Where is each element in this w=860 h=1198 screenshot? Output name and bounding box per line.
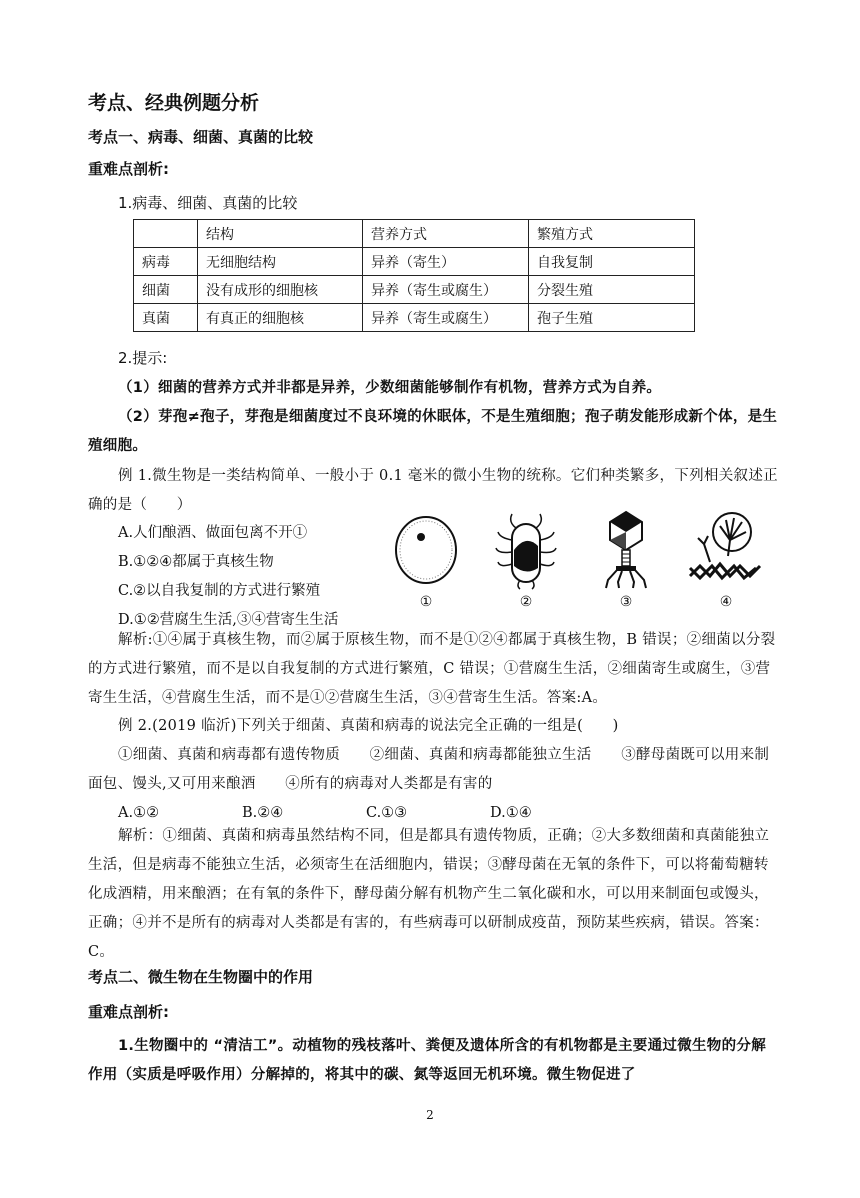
yeast-cell-icon	[386, 510, 466, 590]
tip-2: （2）芽孢≠孢子，芽孢是细菌度过不良环境的休眠体，不是生殖细胞；孢子萌发能形成新个体，是生殖细胞。	[88, 409, 778, 454]
example1-option-c: C.②以自我复制的方式进行繁殖	[118, 583, 321, 599]
figure-label: ④	[719, 594, 733, 610]
table-cell: 真菌	[134, 304, 198, 332]
mold-figure	[686, 510, 766, 610]
figure-label: ①	[419, 594, 433, 610]
table-cell: 繁殖方式	[529, 220, 695, 248]
table-cell: 分裂生殖	[529, 276, 695, 304]
table-header-row	[134, 220, 695, 248]
example2-question: 例 2.(2019 临沂)下列关于细菌、真菌和病毒的说法完全正确的一组是( )	[118, 718, 619, 734]
table-cell: 病毒	[134, 248, 198, 276]
table-cell: 没有成形的细胞核	[198, 276, 363, 304]
table-row	[134, 276, 695, 304]
table-row	[134, 248, 695, 276]
table-cell: 有真正的细胞核	[198, 304, 363, 332]
example1-option-b: B.①②④都属于真核生物	[118, 554, 274, 570]
phage-figure	[586, 510, 666, 610]
table-cell	[134, 220, 198, 248]
tip-1: （1）细菌的营养方式并非都是异养，少数细菌能够制作有机物，营养方式为自养。	[118, 380, 662, 396]
table-cell: 孢子生殖	[529, 304, 695, 332]
page-number: 2	[426, 1108, 434, 1122]
example2-choice-d: D.①④	[490, 805, 532, 821]
table-cell: 自我复制	[529, 248, 695, 276]
point2-analysis-label: 重难点剖析:	[88, 1003, 169, 1021]
point1-item1-title: 1.病毒、细菌、真菌的比较	[118, 194, 298, 212]
point1-title: 考点一、病毒、细菌、真菌的比较	[88, 128, 314, 146]
phage-virus-icon	[586, 510, 666, 590]
table-cell: 结构	[198, 220, 363, 248]
table-row	[134, 304, 695, 332]
section-title: 考点、经典例题分析	[88, 92, 260, 114]
example2-statements: ①细菌、真菌和病毒都有遗传物质 ②细菌、真菌和病毒都能独立生活 ③酵母菌既可以用来制面包、馒头,又可用来酿酒 ④所有的病毒对人类都是有害的	[88, 747, 770, 792]
microorganism-figures	[386, 510, 776, 610]
table-cell: 细菌	[134, 276, 198, 304]
bacterium-icon	[486, 510, 566, 590]
example2-choice-b: B.②④	[242, 805, 284, 821]
figure-label: ③	[619, 594, 633, 610]
table-cell: 异养（寄生或腐生）	[363, 276, 529, 304]
yeast-figure	[386, 510, 466, 610]
figure-label: ②	[519, 594, 533, 610]
example2-analysis: 解析：①细菌、真菌和病毒虽然结构不同，但是都具有遗传物质，正确；②大多数细菌和真菌能独立生活，但是病毒不能独立生活，必须寄生在活细胞内，错误；③酵母菌在无氧的条件下，可以将葡萄糖转化成酒精，用来酿酒；在有氧的条件下，酵母菌分解有机物产生二氧化碳和水，可以用来制面包或馒头，正确；④并不是所有的病毒对人类都是有害的，有些病毒可以研制成疫苗，预防某些疾病，错误。答案：C。	[88, 828, 770, 960]
example2-choice-c: C.①③	[366, 805, 408, 821]
table-cell: 异养（寄生或腐生）	[363, 304, 529, 332]
example1-question: 例 1.微生物是一类结构简单、一般小于 0.1 毫米的微小生物的统称。它们种类繁多，下列相关叙述正确的是（ ）	[88, 468, 778, 513]
bacterium-figure	[486, 510, 566, 610]
point1-analysis-label: 重难点剖析:	[88, 160, 169, 178]
table-cell: 营养方式	[363, 220, 529, 248]
example1-option-d: D.①②营腐生生活,③④营寄生生活	[118, 612, 339, 628]
point1-item2-title: 2.提示:	[118, 349, 168, 367]
point2-item1: 1.生物圈中的 “清洁工”。动植物的残枝落叶、粪便及遗体所含的有机物都是主要通过微生物的分解作用（实质是呼吸作用）分解掉的，将其中的碳、氮等返回无机环境。微生物促进了	[88, 1038, 767, 1083]
comparison-table	[133, 219, 695, 332]
example1-analysis: 解析:①④属于真核生物，而②属于原核生物，而不是①②④都属于真核生物，B 错误；②细菌以分裂的方式进行繁殖，而不是以自我复制的方式进行繁殖，C 错误；①营腐生生活，②细菌寄生或腐生，③营寄生生活，④营腐生生活，而不是①②营腐生生活，③④营寄生生活。答案:A。	[88, 632, 776, 706]
table-cell: 无细胞结构	[198, 248, 363, 276]
penicillium-mold-icon	[686, 510, 766, 590]
table-cell: 异养（寄生）	[363, 248, 529, 276]
example1-option-a: A.人们酿酒、做面包离不开①	[118, 525, 308, 541]
point2-title: 考点二、微生物在生物圈中的作用	[88, 968, 314, 986]
example2-choice-a: A.①②	[118, 805, 160, 821]
